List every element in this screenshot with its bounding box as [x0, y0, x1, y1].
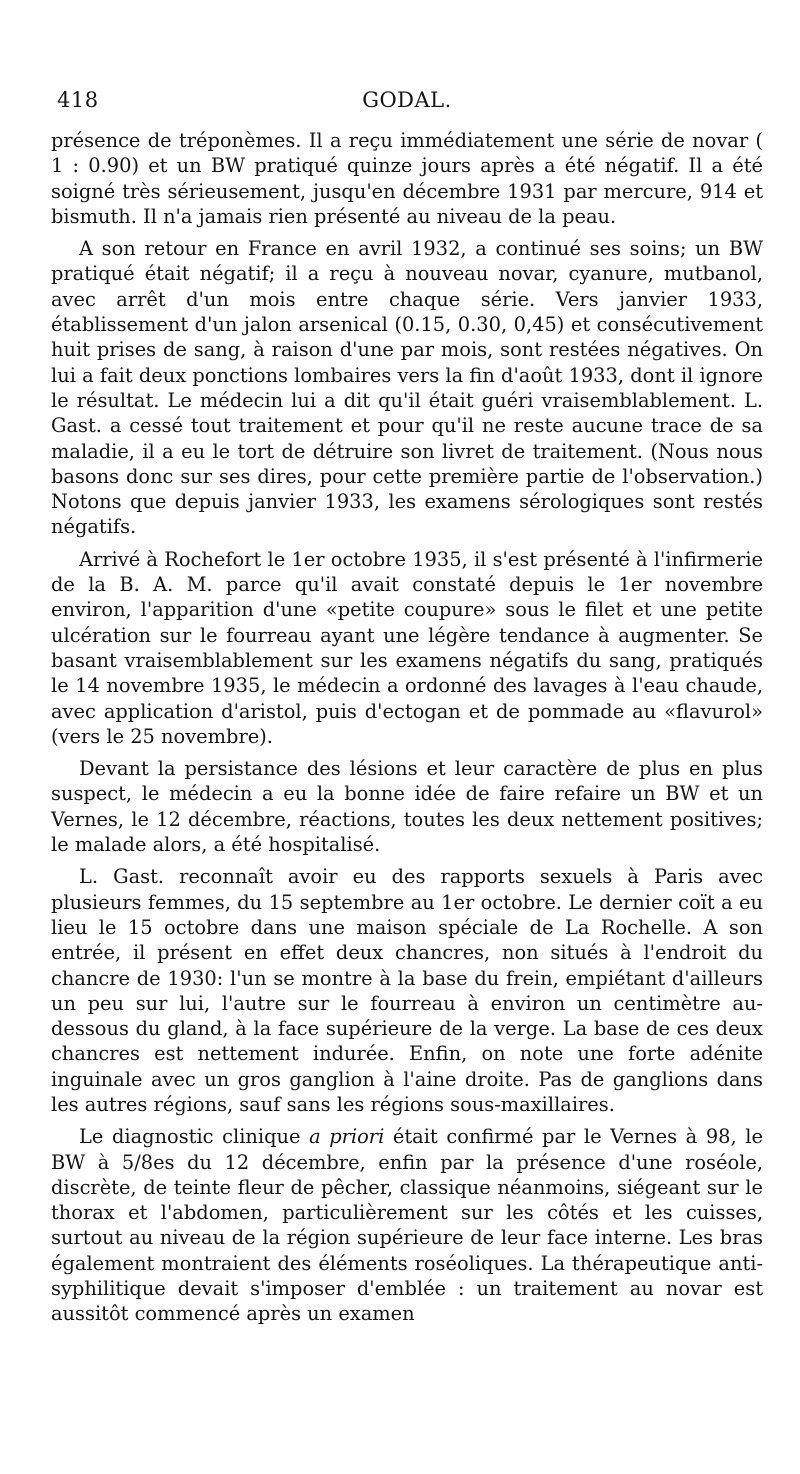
text-run: Arrivé à Rochefort le 1er octobre 1935, il s'est présenté à l'infirmerie de la B. A. M. parce qu'il avait constaté depuis le 1er novembre environ, l'apparition d'une «petite coupure» sous le filet et une petite ulcération sur le fourreau ayant une légère tendance à augmenter. Se basant vraisemblablement sur les examens négatifs du sang, pratiqués le 14 novembre 1935, le médecin a ordonné des lavages à l'eau chaude, avec application d'aristol, puis d'ectogan et de pommade au «flavurol» (vers le 25 novembre).: [51, 547, 763, 748]
paragraph: [51, 128, 763, 229]
text-run: était confirmé par le Vernes à 98, le BW à 5/8es du 12 décembre, enfin par la présence d'une roséole, discrète, de teinte fleur de pêcher, classique néanmoins, siégeant sur le thorax et l'abdomen, particulièrement sur les côtés et les cuisses, surtout au niveau de la région supérieure de leur face interne. Les bras également montraient des éléments roséoliques. La thérapeutique anti-syphilitique devait s'imposer d'emblée : un traitement au novar est aussitôt commencé après un examen: [51, 1125, 763, 1326]
text-run: A son retour en France en avril 1932, a continué ses soins; un BW pratiqué était négatif; il a reçu à nouveau novar, cyanure, mutbanol, avec arrêt d'un mois entre chaque série. Vers janvier 1933, établissement d'un jalon arsenical (0.15, 0.30, 0,45) et consécutivement huit prises de sang, à raison d'une par mois, sont restées négatives. On lui a fait deux ponctions lombaires vers la fin d'août 1933, dont il ignore le résultat. Le médecin lui a dit qu'il était guéri vraisemblablement. L. Gast. a cessé tout traitement et pour qu'il ne reste aucune trace de sa maladie, il a eu le tort de détruire son livret de traitement. (Nous nous basons donc sur ses dires, pour cette première partie de l'observation.) Notons que depuis janvier 1933, les examens sérologiques sont restés négatifs.: [51, 237, 763, 539]
running-head: [57, 88, 757, 120]
text-run: Devant la persistance des lésions et leur caractère de plus en plus suspect, le médecin a eu la bonne idée de faire refaire un BW et un Vernes, le 12 décembre, réactions, toutes les deux nettement positives; le malade alors, a été hospitalisé.: [51, 757, 763, 857]
text-run: présence de tréponèmes. Il a reçu immédiatement une série de novar ( 1 : 0.90) et un BW pratiqué quinze jours après a été négatif. Il a été soigné très sérieusement, jusqu'en décembre 1931 par mercure, 914 et bismuth. Il n'a jamais rien présenté au niveau de la peau.: [51, 129, 763, 228]
page-number: 418: [57, 88, 99, 112]
paragraph: [51, 547, 763, 749]
text-run: Le diagnostic clinique: [79, 1125, 310, 1149]
body-text: [51, 128, 763, 1327]
italic-text: a priori: [309, 1125, 385, 1149]
paragraph: [51, 236, 763, 540]
paragraph: [51, 1124, 763, 1326]
text-run: L. Gast. reconnaît avoir eu des rapports sexuels à Paris avec plusieurs femmes, du 15 septembre au 1er octobre. Le dernier coït a eu lieu le 15 octobre dans une maison spéciale de La Rochelle. A son entrée, il présent en effet deux chancres, non situés à l'endroit du chancre de 1930: l'un se montre à la base du frein, empiétant d'ailleurs un peu sur lui, l'autre sur le fourreau à environ un centimètre au-dessous du gland, à la face supérieure de la verge. La base de ces deux chancres est nettement indurée. Enfin, on note une forte adénite inguinale avec un gros ganglion à l'aine droite. Pas de ganglions dans les autres régions, sauf sans les régions sous-maxillaires.: [51, 865, 763, 1116]
paragraph: [51, 864, 763, 1117]
paragraph: [51, 756, 763, 857]
running-title: GODAL.: [362, 88, 452, 112]
